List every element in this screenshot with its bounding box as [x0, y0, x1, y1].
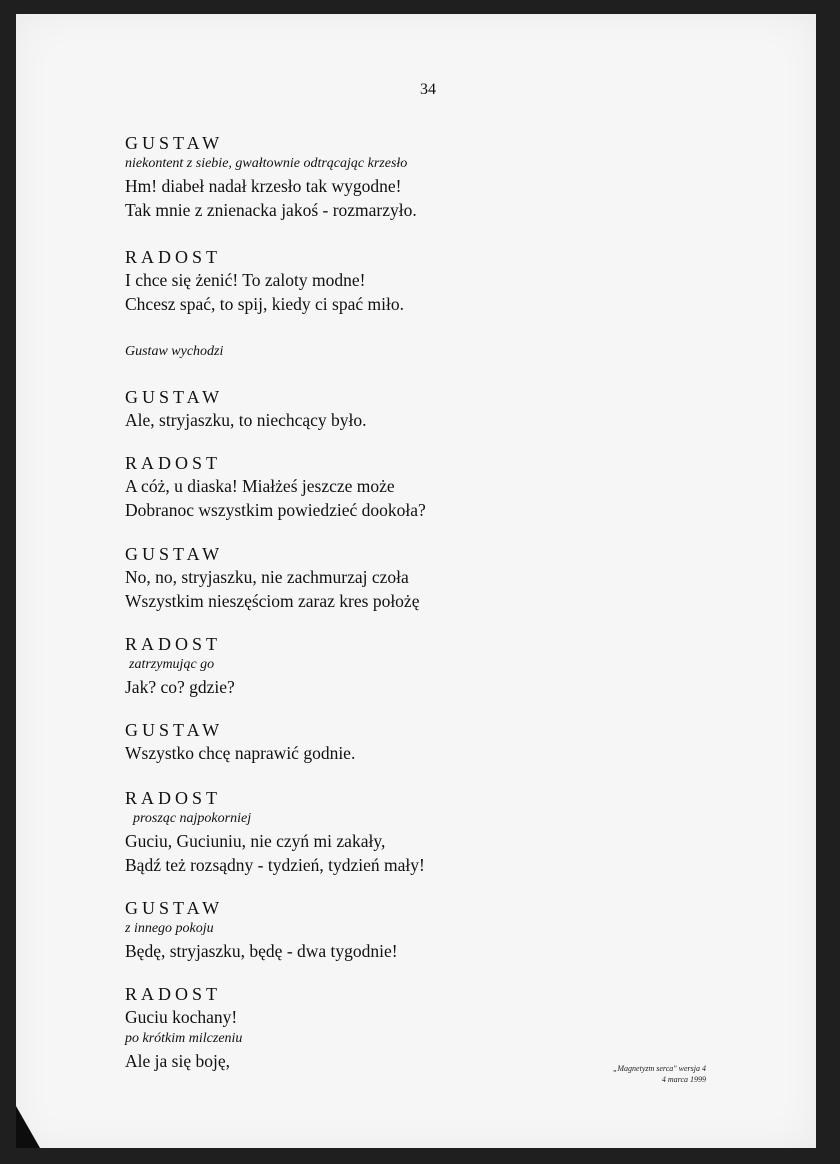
speaker-name: RADOST	[125, 984, 222, 1004]
verse-line: Guciu, Guciuniu, nie czyń mi zakały,	[125, 831, 386, 851]
dialogue-block	[125, 633, 725, 699]
speaker-name: RADOST	[125, 453, 222, 473]
stage-direction-block	[125, 342, 725, 362]
verse-line: Tak mnie z znienacka jakoś - rozmarzyło.	[125, 200, 417, 220]
script-content	[125, 132, 725, 1073]
speaker-name: GUSTAW	[125, 898, 224, 918]
verse-line: Bądź też rozsądny - tydzień, tydzień mały!	[125, 855, 425, 875]
verse-line: Wszystko chcę naprawić godnie.	[125, 743, 356, 763]
verse-line: Hm! diabeł nadał krzesło tak wygodne!	[125, 176, 402, 196]
dialogue-block	[125, 719, 725, 765]
stage-direction: prosząc najpokorniej	[133, 811, 252, 826]
document-page	[16, 14, 816, 1148]
verse-line: Jak? co? gdzie?	[125, 677, 235, 697]
dialogue-block	[125, 897, 725, 963]
dialogue-block	[125, 246, 725, 316]
speaker-name: GUSTAW	[125, 133, 224, 153]
verse-line: Chcesz spać, to spij, kiedy ci spać miło.	[125, 294, 404, 314]
stage-direction: zatrzymując go	[129, 657, 215, 672]
stage-direction: Gustaw wychodzi	[125, 344, 224, 359]
verse-line: Dobranoc wszystkim powiedzieć dookoła?	[125, 500, 426, 520]
footer-title: „Magnetyzm serca" wersja 4	[612, 1064, 706, 1073]
dialogue-block	[125, 132, 725, 222]
speaker-name: RADOST	[125, 634, 222, 654]
verse-line: Ale ja się boję,	[125, 1051, 230, 1071]
stage-direction: po krótkim milczeniu	[125, 1031, 243, 1046]
verse-line: Będę, stryjaszku, będę - dwa tygodnie!	[125, 941, 398, 961]
footer-date: 4 marca 1999	[661, 1075, 706, 1084]
dialogue-block	[125, 983, 725, 1073]
speaker-name: GUSTAW	[125, 720, 224, 740]
page-corner-mark	[16, 1106, 40, 1148]
verse-line: I chce się żenić! To zaloty modne!	[125, 270, 366, 290]
verse-line: Wszystkim nieszęściom zaraz kres położę	[125, 591, 420, 611]
dialogue-block	[125, 452, 725, 522]
verse-line: A cóż, u diaska! Miałżeś jeszcze może	[125, 476, 395, 496]
speaker-name: GUSTAW	[125, 544, 224, 564]
speaker-name: RADOST	[125, 788, 222, 808]
speaker-name: GUSTAW	[125, 387, 224, 407]
stage-direction: niekontent z siebie, gwałtownie odtrącając krzesło	[125, 156, 408, 171]
page-number: 34	[420, 81, 436, 98]
verse-line: No, no, stryjaszku, nie zachmurzaj czoła	[125, 567, 409, 587]
verse-line: Guciu kochany!	[125, 1007, 238, 1027]
dialogue-block	[125, 386, 725, 432]
dialogue-block	[125, 787, 725, 877]
stage-direction: z innego pokoju	[125, 921, 214, 936]
speaker-name: RADOST	[125, 247, 222, 267]
verse-line: Ale, stryjaszku, to niechcący było.	[125, 410, 367, 430]
footer-version-note	[613, 1063, 706, 1085]
dialogue-block	[125, 543, 725, 613]
